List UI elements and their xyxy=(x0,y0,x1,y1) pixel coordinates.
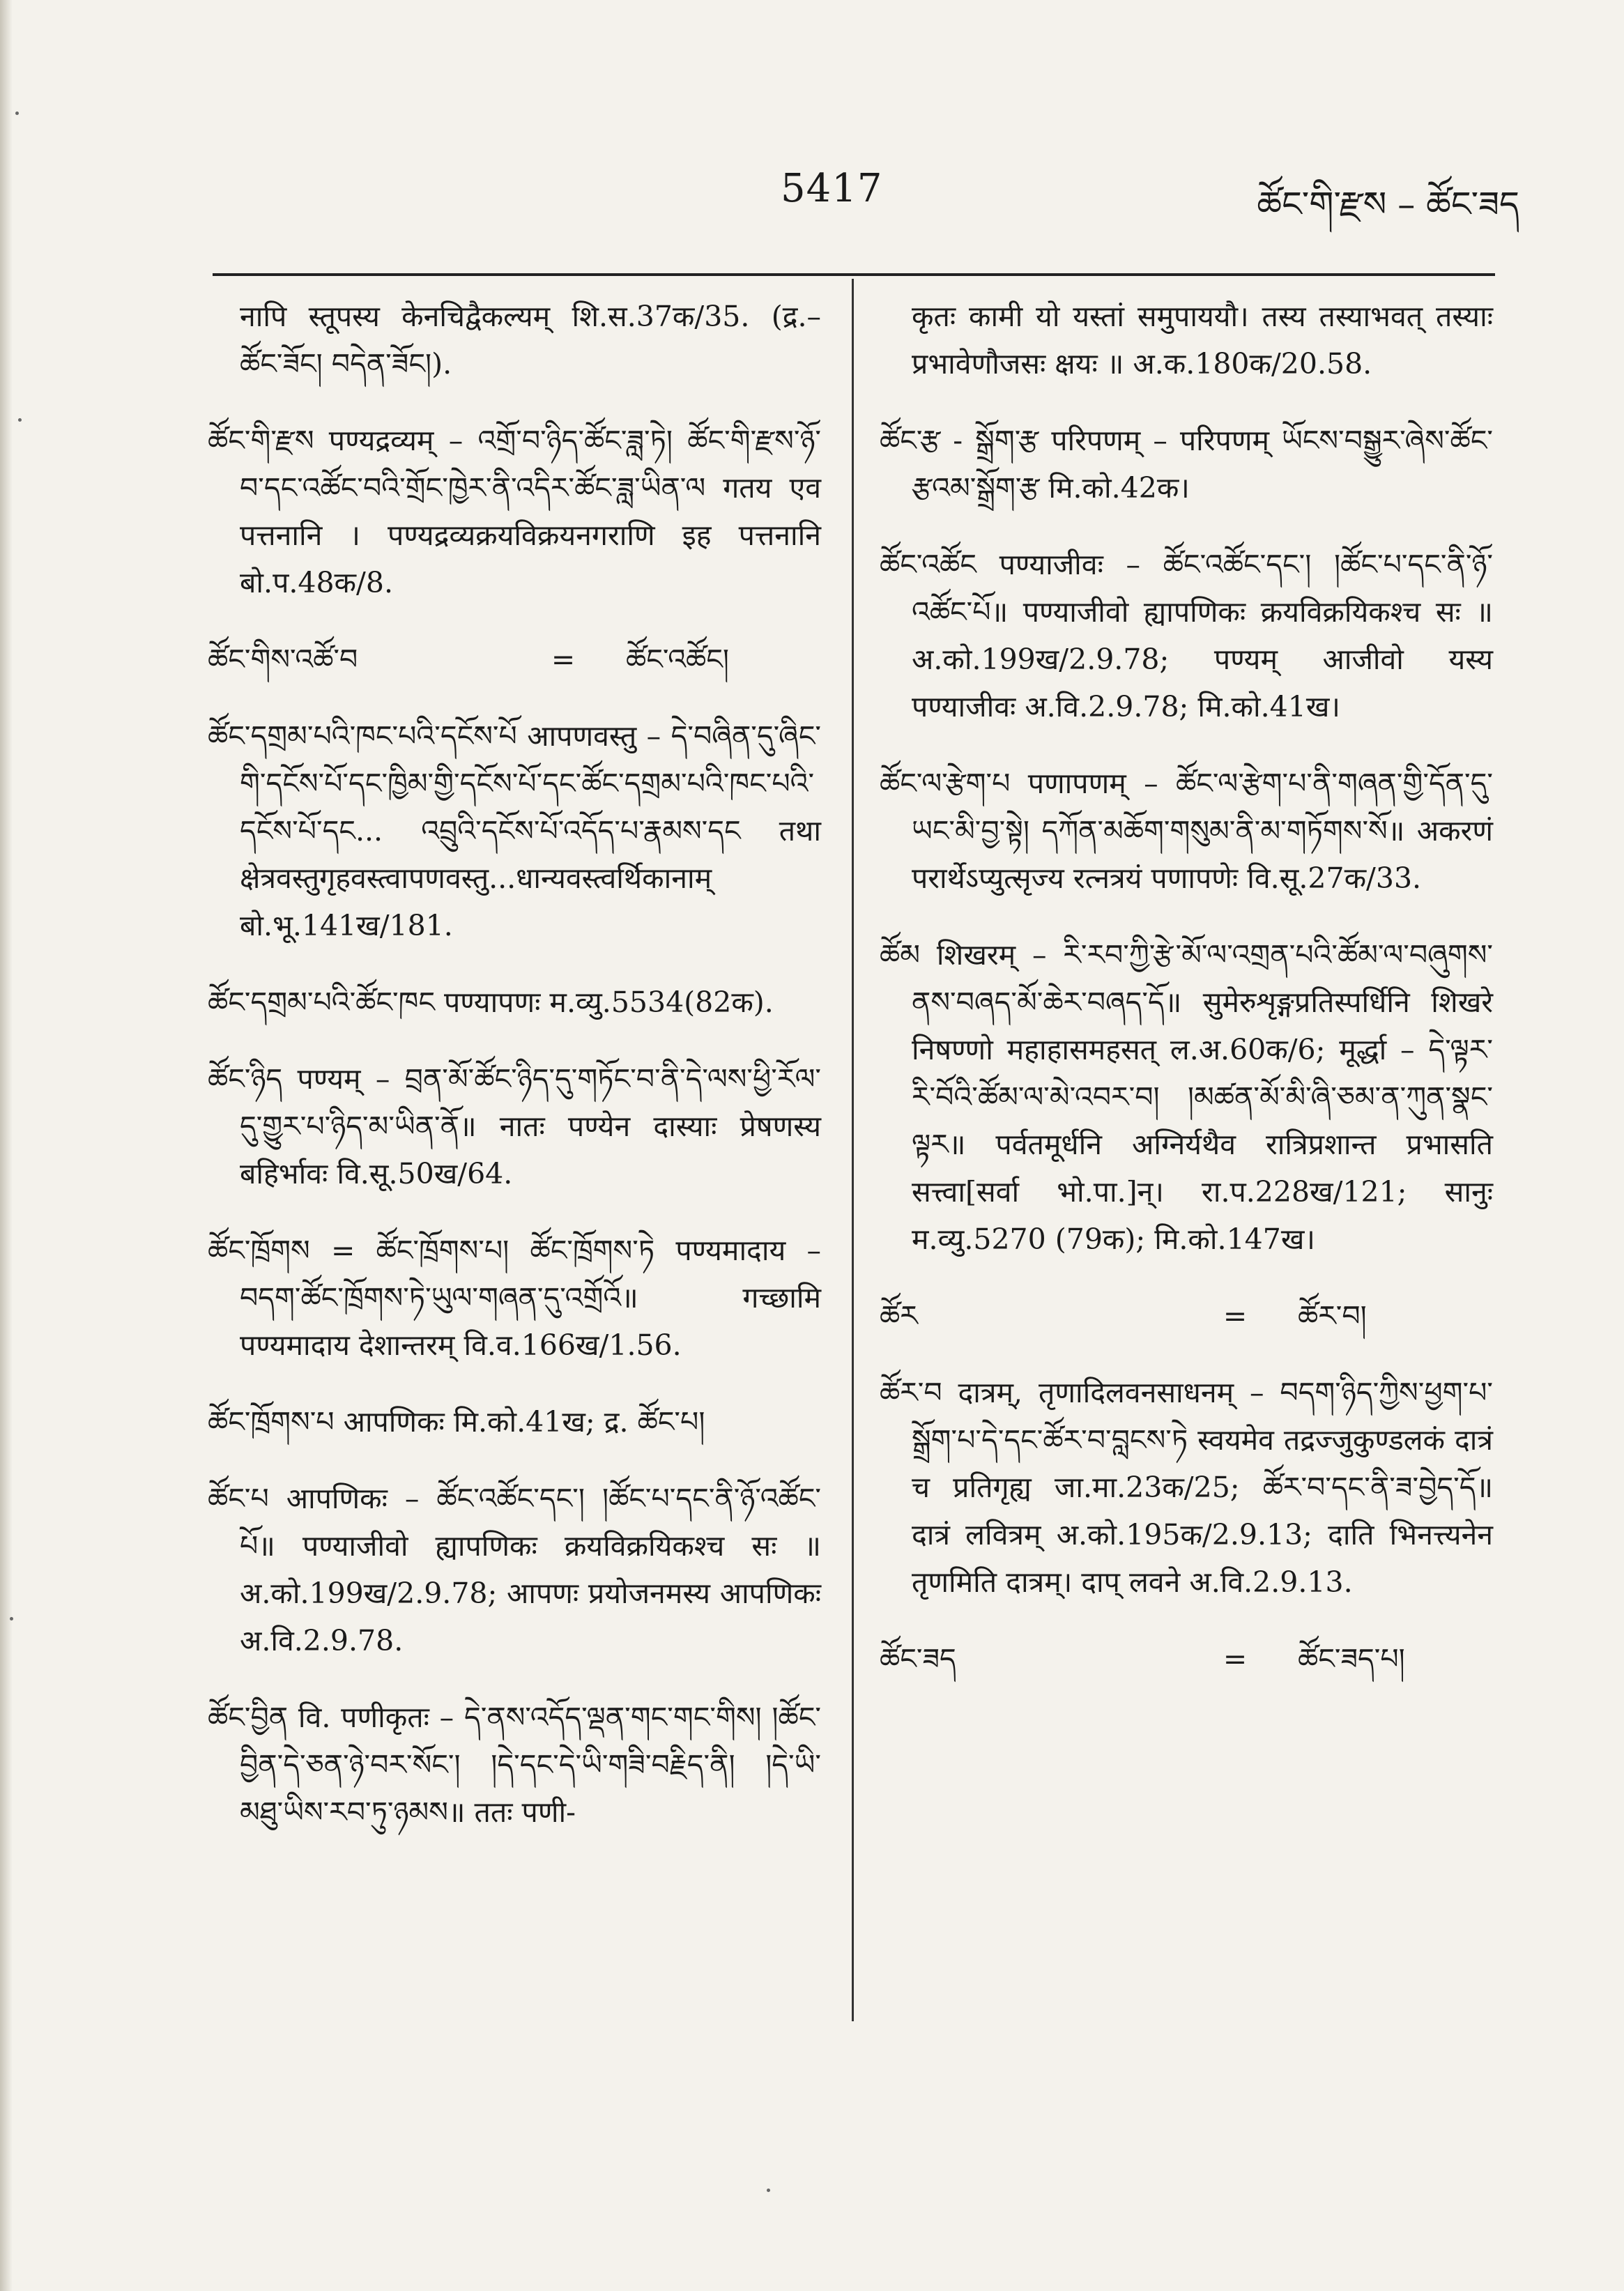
page-number: 5417 xyxy=(781,166,883,211)
cross-reference-entry xyxy=(208,636,821,683)
dictionary-entry: ཚོམ शिखरम् – རི་རབ་ཀྱི་རྩེ་མོ་ལ་འགྲན་པའི་ཚོམ་ལ་བཞུགས་ནས་བཞད་མོ་ཆེར་བཞད་དོ॥ सुमेरुशृङ्गप्रतिस्पर्धिनि शिखरे निषण्णो महाहासमहसत् ल.अ.60क/6; मूर्द्धा – དེ་ལྟར་རི་བོའི་ཚོམ་ལ་མེ་འབར་བ། །མཚན་མོ་མི་ཞི་ཅམ་ན་ཀུན་སྣང་ལྟར॥ पर्वतमूर्धनि अग्निर्यथैव रात्रिप्रशान्त प्रभासति सत्त्वा[सर्वा भो.पा.]न्। रा.प.228ख/121; सानुः म.व्यु.5270 (79क); मि.को.147ख। xyxy=(880,938,1493,1256)
right-column xyxy=(880,293,1493,1712)
cross-reference-equals: = xyxy=(1223,1299,1248,1333)
scan-speck xyxy=(10,1617,13,1620)
cross-reference-entry xyxy=(880,1292,1493,1340)
cross-reference-equals: = xyxy=(551,643,576,676)
dictionary-entry: ཚོང་གི་རྫས पण्यद्रव्यम् – འགྲོ་བ་ཉིད་ཚོང་ཟླ་ཏེ། ཚོང་གི་རྫས་ཉོ་བ་དང་འཚོང་བའི་གྲོང་ཁྱེར་ནི་འདིར་ཚོང་ཟླ་ཡིན་ལ गतय एव पत्तनानि । पण्यद्रव्यक्रयविक्रयनगराणि इह पत्तनानि बो.प.48क/8. xyxy=(208,424,821,599)
dictionary-entry: ཚོང་དགྲམ་པའི་ཁང་པའི་དངོས་པོ आपणवस्तु – དེ་བཞིན་དུ་ཞིང་གི་དངོས་པོ་དང་ཁྱིམ་གྱི་དངོས་པོ་དང་ཚོང་དགྲམ་པའི་ཁང་པའི་དངོས་པོ་དང... འབྲུའི་དངོས་པོ་འདོད་པ་རྣམས་དང तथा क्षेत्रवस्तुगृहवस्त्वापणवस्तु...धान्यवस्त्वर्थिकानाम् बो.भू.141ख/181. xyxy=(208,719,821,942)
dictionary-entry: ཚོང་ཁྲོགས = ཚོང་ཁྲོགས་པ། ཚོང་ཁྲོགས་ཏེ पण्यमादाय – བདག་ཚོང་ཁྲོགས་ཏེ་ཡུལ་གཞན་དུ་འགྲོའོ॥ गच्छामि पण्यमादाय देशान्तरम् वि.व.166ख/1.56. xyxy=(208,1234,821,1362)
scan-edge-shadow xyxy=(0,0,13,2291)
dictionary-entry: ཚོང་རྩ - སྒྲོག་རྩ परिपणम् – परिपणम् ཡོངས་བསྒྱུར་ཞེས་ཚོང་རྩའམ་སྒྲོག་རྩ मि.को.42क। xyxy=(880,424,1493,505)
dictionary-entry: ཚོང་པ आपणिकः – ཚོང་འཚོང་དང་། །ཚོང་པ་དང་ནི་ཉོ་འཚོང་པོ॥ पण्याजीवो ह्यापणिकः क्रयविक्रयिकश्च सः ॥ अ.को.199ख/2.9.78; आपणः प्रयोजनमस्य आपणिकः अ.वि.2.9.78. xyxy=(208,1482,821,1657)
dictionary-entry: ཚོང་འཚོང पण्याजीवः – ཚོང་འཚོང་དང་། །ཚོང་པ་དང་ནི་ཉོ་འཚོང་པོ॥ पण्याजीवो ह्यापणिकः क्रयविक्रयिकश्च सः ॥ अ.को.199ख/2.9.78; पण्यम् आजीवो यस्य पण्याजीवः अ.वि.2.9.78; मि.को.41ख। xyxy=(880,548,1493,723)
cross-reference-headword: ཚོང་གིས་འཚོ་བ xyxy=(208,643,358,676)
cross-reference-headword: ཚོར xyxy=(880,1299,918,1333)
column-divider xyxy=(852,279,854,2021)
cross-reference-target: ཚོང་འཚོང། xyxy=(626,643,730,676)
left-column xyxy=(208,293,821,1865)
scan-speck xyxy=(15,112,19,115)
header-rule xyxy=(213,273,1495,276)
dictionary-entry: ཚོང་ལ་རྩེག་པ पणापणम् – ཚོང་ལ་རྩེག་པ་ནི་གཞན་གྱི་དོན་དུ་ཡང་མི་བྱ་སྟེ། དཀོན་མཆོག་གསུམ་ནི་མ་གཏོགས་སོ॥ अकरणं परार्थेऽप्युत्सृज्य रत्नत्रयं पणापणेः वि.सू.27क/33. xyxy=(880,767,1493,895)
dictionary-entry: ཚོང་ཉིད पण्यम् – བྲན་མོ་ཚོང་ཉིད་དུ་གཏོང་བ་ནི་དེ་ལས་ཕྱི་རོལ་དུ་གྱུར་པ་ཉིད་མ་ཡིན་ནོ॥ नातः पण्येन दास्याः प्रेषणस्य बहिर्भावः वि.सू.50ख/64. xyxy=(208,1062,821,1190)
dictionary-entry: ཚོང་དགྲམ་པའི་ཚོང་ཁང पण्यापणः म.व्यु.5534(82क). xyxy=(208,986,774,1019)
running-head: ཚོང་གི་རྫས – ཚོང་ཟད xyxy=(1257,184,1519,224)
dictionary-entry: ཚོར་བ दात्रम्, तृणादिलवनसाधनम् – བདག་ཉིད་ཀྱིས་ཕྱག་པ་སྒྲོག་པ་དེ་དང་ཚོར་བ་བླངས་ཏེ स्वयमेव तद्रज्जुकुण्डलकं दात्रं च प्रतिगृह्य जा.मा.23क/25; ཚོར་བ་དང་ནི་ཟ་བྱེད་དོ॥ दात्रं लवित्रम् अ.को.195क/2.9.13; दाति भिनत्त्यनेन तृणमिति दात्रम्। दाप् लवने अ.वि.2.9.13. xyxy=(880,1376,1493,1599)
dictionary-entry: ཚོང་བྱིན वि. पणीकृतः – དེ་ནས་འདོད་ལྡན་གང་གང་གིས། །ཚོང་བྱིན་དེ་ཅན་ཉེ་བར་སོང་། །དེ་དང་དེ་ཡི་གཟི་བརྗིད་ནི། །དེ་ཡི་མཐུ་ཡིས་རབ་ཏུ་ཉམས॥ ततः पणी- xyxy=(208,1701,821,1829)
dictionary-entry: कृतः कामी यो यस्तां समुपाययौ। तस्य तस्याभवत् तस्याः प्रभावेणौजसः क्षयः ॥ अ.क.180क/20.58. xyxy=(912,300,1493,381)
scan-speck xyxy=(767,2189,770,2192)
dictionary-entry: नापि स्तूपस्य केनचिद्वैकल्यम् शि.स.37क/35. (द्र.– ཚོང་ཟོང། བདེན་ཟོང།). xyxy=(240,300,821,381)
scan-speck xyxy=(18,418,22,422)
cross-reference-target: ཚོར་བ། xyxy=(1298,1299,1367,1333)
dictionary-entry: ཚོང་ཁྲོགས་པ आपणिकः मि.को.41ख; द्र. ཚོང་པ། xyxy=(208,1405,705,1439)
cross-reference-entry xyxy=(880,1635,1493,1683)
cross-reference-target: ཚོང་ཟད་པ། xyxy=(1298,1642,1405,1676)
cross-reference-headword: ཚོང་ཟད xyxy=(880,1642,956,1676)
cross-reference-equals: = xyxy=(1223,1642,1248,1676)
